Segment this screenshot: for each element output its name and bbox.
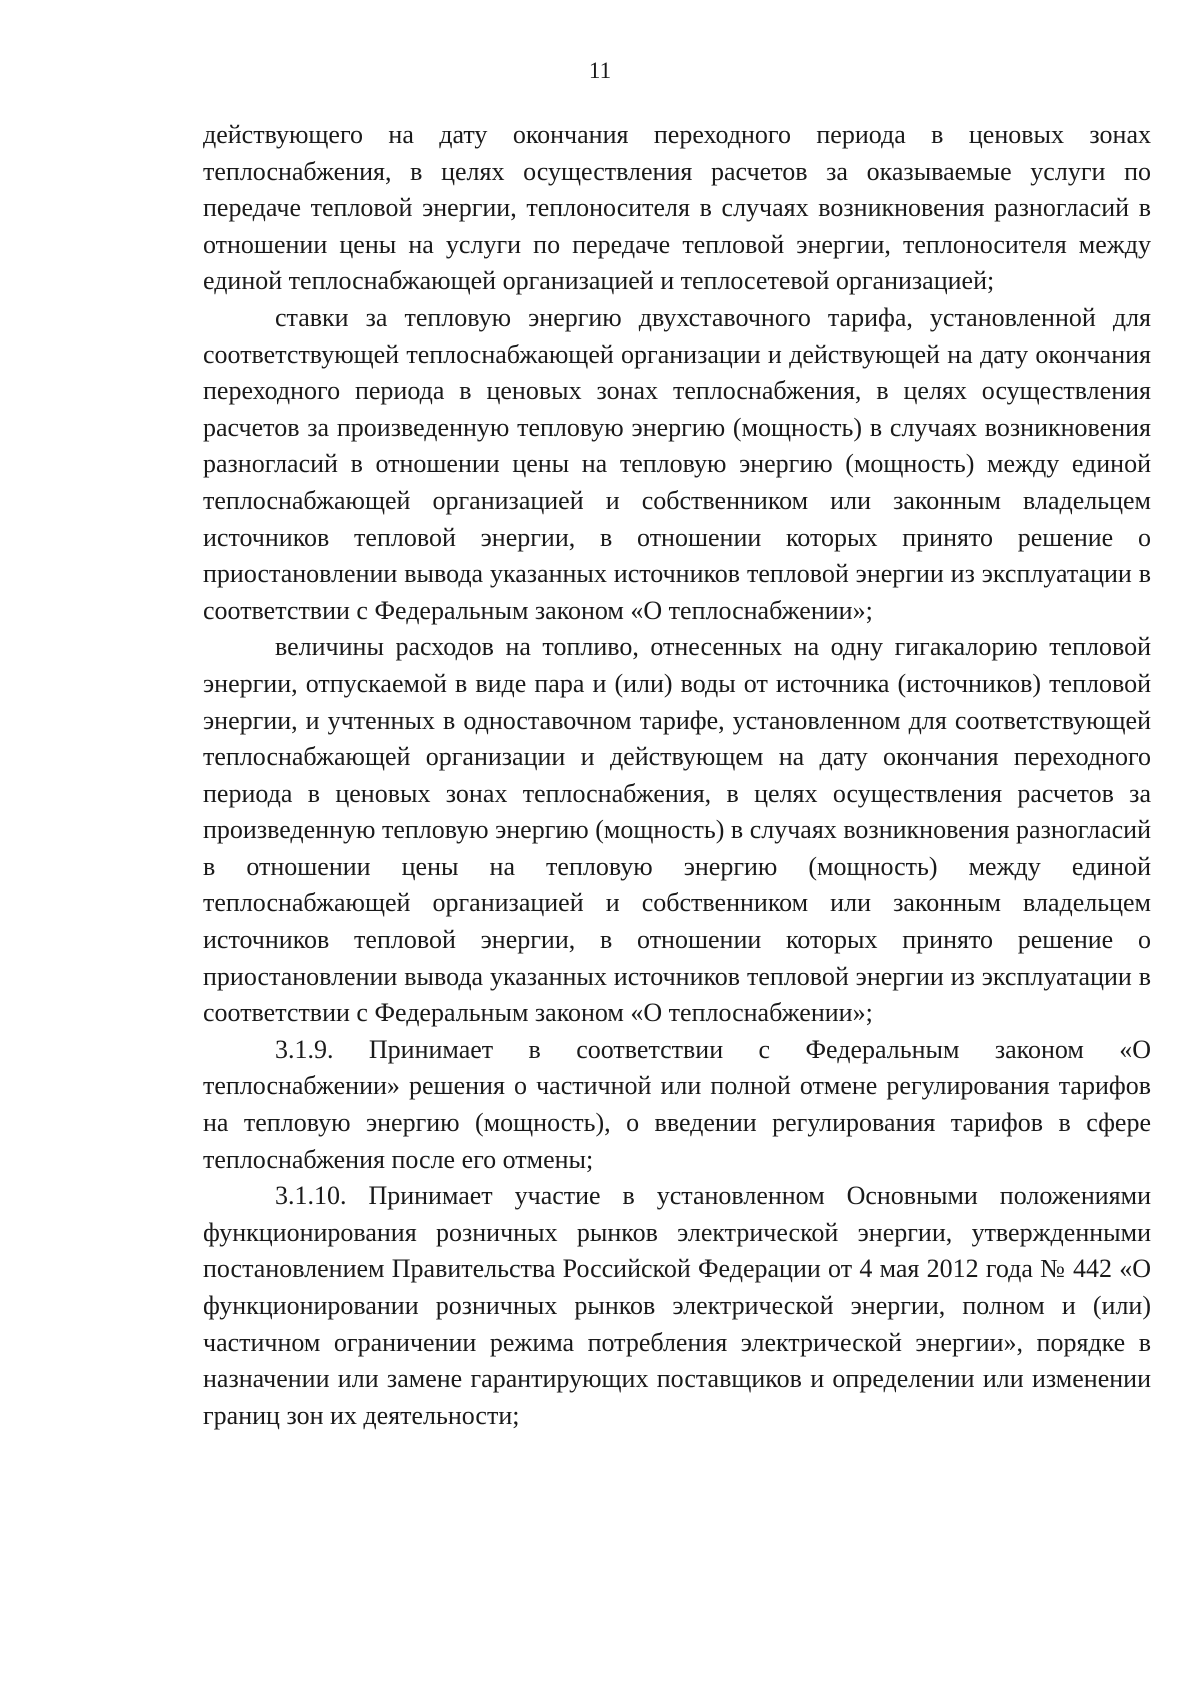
page-number: 11 xyxy=(588,58,612,83)
paragraph-3-1-9: 3.1.9. Принимает в соответствии с Федеральным законом «О теплоснабжении» решения о частичной или полной отмене регулирования тарифов на тепловую энергию (мощность), о введении регулирования тарифов в сфере теплоснабжения после его отмены; xyxy=(203,1034,1151,1174)
paragraph-3-1-10: 3.1.10. Принимает участие в установленном Основными положениями функционирования розничных рынков электрической энергии, утвержденными постановлением Правительства Российской Федерации от 4 мая 2012 года № 442 «О функционировании розничных рынков электрической энергии, полном и (или) частичном ограничении режима потребления электрической энергии», порядке в назначении или замене гарантирующих поставщиков и определении или изменении границ зон их деятельности; xyxy=(203,1181,1151,1430)
paragraph-continued: действующего на дату окончания переходного периода в ценовых зонах теплоснабжения, в целях осуществления расчетов за оказываемые услуги по передаче тепловой энергии, теплоносителя в случаях возникновения разногласий в отношении цены на услуги по передаче тепловой энергии, теплоносителя между единой теплоснабжающей организацией и теплосетевой организацией; xyxy=(203,120,1151,296)
paragraph-two-part-tariff: ставки за тепловую энергию двухставочного тарифа, установленной для соответствующей теплоснабжающей организации и действующей на дату окончания переходного периода в ценовых зонах теплоснабжения, в целях осуществления расчетов за произведенную тепловую энергию (мощность) в случаях возникновения разногласий в отношении цены на тепловую энергию (мощность) между единой теплоснабжающей организацией и собственником или законным владельцем источников тепловой энергии, в отношении которых принято решение о приостановлении вывода указанных источников тепловой энергии из эксплуатации в соответствии с Федеральным законом «О теплоснабжении»; xyxy=(203,302,1151,625)
document-body xyxy=(203,117,1151,1434)
paragraph-fuel-costs: величины расходов на топливо, отнесенных на одну гигакалорию тепловой энергии, отпускаемой в виде пара и (или) воды от источника (источников) тепловой энергии, и учтенных в одноставочном тарифе, установленном для соответствующей теплоснабжающей организации и действующем на дату окончания переходного периода в ценовых зонах теплоснабжения, в целях осуществления расчетов за произведенную тепловую энергию (мощность) в случаях возникновения разногласий в отношении цены на тепловую энергию (мощность) между единой теплоснабжающей организацией и собственником или законным владельцем источников тепловой энергии, в отношении которых принято решение о приостановлении вывода указанных источников тепловой энергии из эксплуатации в соответствии с Федеральным законом «О теплоснабжении»; xyxy=(203,632,1151,1028)
